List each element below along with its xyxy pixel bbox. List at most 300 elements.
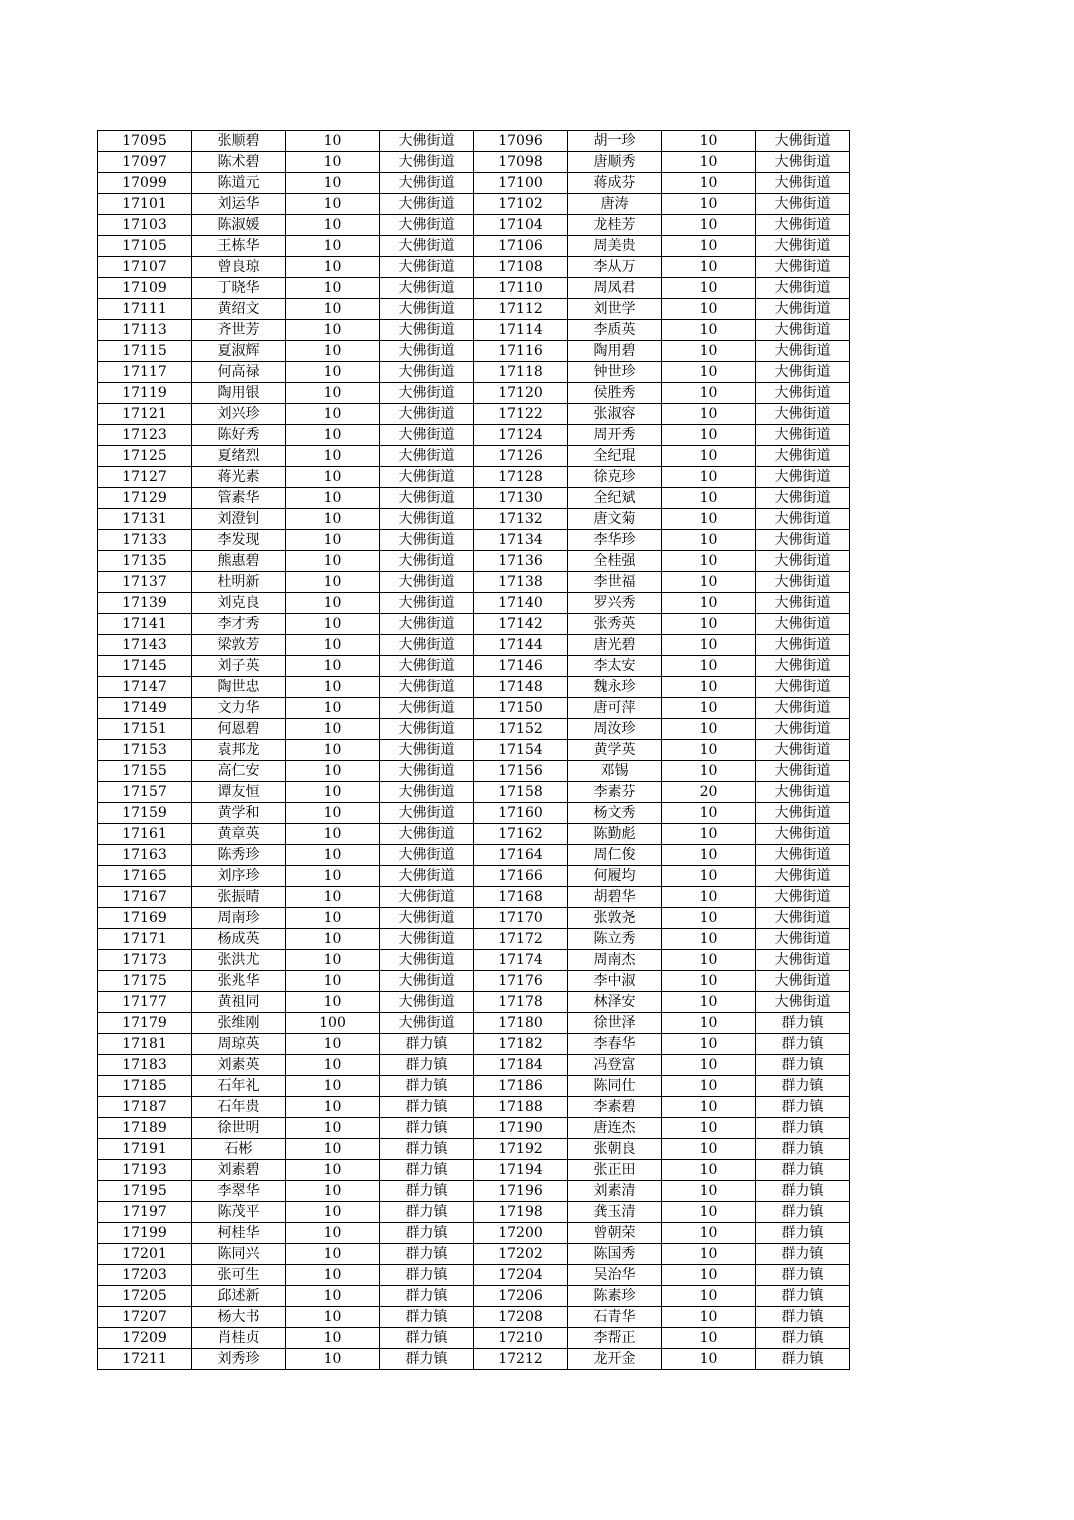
amount-cell: 10: [286, 1244, 380, 1265]
amount-cell: 10: [286, 593, 380, 614]
amount-cell: 100: [286, 1013, 380, 1034]
district-cell: 大佛街道: [380, 509, 474, 530]
name-cell: 邱述新: [192, 1286, 286, 1307]
district-cell: 群力镇: [380, 1349, 474, 1370]
name-cell: 徐克珍: [568, 467, 662, 488]
name-cell: 王栋华: [192, 236, 286, 257]
district-cell: 大佛街道: [756, 404, 850, 425]
record-id-cell: 17134: [474, 530, 568, 551]
district-cell: 大佛街道: [380, 173, 474, 194]
district-cell: 大佛街道: [380, 614, 474, 635]
name-cell: 熊惠碧: [192, 551, 286, 572]
name-cell: 杜明新: [192, 572, 286, 593]
district-cell: 群力镇: [756, 1076, 850, 1097]
district-cell: 群力镇: [756, 1118, 850, 1139]
record-id-cell: 17112: [474, 299, 568, 320]
name-cell: 李发现: [192, 530, 286, 551]
district-cell: 大佛街道: [380, 299, 474, 320]
amount-cell: 10: [286, 1076, 380, 1097]
table-row: [98, 803, 850, 824]
amount-cell: 10: [662, 509, 756, 530]
amount-cell: 10: [286, 1139, 380, 1160]
district-cell: 大佛街道: [756, 635, 850, 656]
district-cell: 大佛街道: [756, 509, 850, 530]
name-cell: 刘克良: [192, 593, 286, 614]
amount-cell: 10: [286, 1202, 380, 1223]
name-cell: 周琼英: [192, 1034, 286, 1055]
record-id-cell: 17178: [474, 992, 568, 1013]
name-cell: 刘序珍: [192, 866, 286, 887]
district-cell: 大佛街道: [756, 824, 850, 845]
table-row: [98, 194, 850, 215]
name-cell: 龙开金: [568, 1349, 662, 1370]
name-cell: 石青华: [568, 1307, 662, 1328]
record-id-cell: 17110: [474, 278, 568, 299]
record-id-cell: 17163: [98, 845, 192, 866]
amount-cell: 10: [662, 551, 756, 572]
amount-cell: 10: [286, 992, 380, 1013]
amount-cell: 10: [662, 1286, 756, 1307]
district-cell: 大佛街道: [380, 257, 474, 278]
table-row: [98, 1118, 850, 1139]
amount-cell: 10: [662, 950, 756, 971]
table-row: [98, 1223, 850, 1244]
district-cell: 群力镇: [756, 1181, 850, 1202]
amount-cell: 10: [662, 152, 756, 173]
record-id-cell: 17180: [474, 1013, 568, 1034]
record-id-cell: 17125: [98, 446, 192, 467]
name-cell: 徐世泽: [568, 1013, 662, 1034]
table-row: [98, 1286, 850, 1307]
table-row: [98, 614, 850, 635]
name-cell: 林泽安: [568, 992, 662, 1013]
amount-cell: 10: [286, 1034, 380, 1055]
amount-cell: 10: [286, 1349, 380, 1370]
name-cell: 李太安: [568, 656, 662, 677]
district-cell: 大佛街道: [380, 530, 474, 551]
district-cell: 群力镇: [756, 1265, 850, 1286]
table-row: [98, 1202, 850, 1223]
amount-cell: 10: [662, 1349, 756, 1370]
record-id-cell: 17109: [98, 278, 192, 299]
table-row: [98, 677, 850, 698]
record-id-cell: 17133: [98, 530, 192, 551]
table-row: [98, 257, 850, 278]
district-cell: 大佛街道: [380, 1013, 474, 1034]
table-row: [98, 971, 850, 992]
record-id-cell: 17144: [474, 635, 568, 656]
record-id-cell: 17167: [98, 887, 192, 908]
name-cell: 刘素清: [568, 1181, 662, 1202]
name-cell: 李帮正: [568, 1328, 662, 1349]
record-id-cell: 17153: [98, 740, 192, 761]
amount-cell: 10: [286, 509, 380, 530]
amount-cell: 10: [662, 1055, 756, 1076]
table-row: [98, 593, 850, 614]
district-cell: 群力镇: [756, 1034, 850, 1055]
record-id-cell: 17120: [474, 383, 568, 404]
amount-cell: 10: [286, 152, 380, 173]
name-cell: 文力华: [192, 698, 286, 719]
amount-cell: 10: [286, 215, 380, 236]
table-row: [98, 551, 850, 572]
district-cell: 大佛街道: [380, 341, 474, 362]
district-cell: 大佛街道: [380, 803, 474, 824]
name-cell: 周凤君: [568, 278, 662, 299]
amount-cell: 10: [662, 908, 756, 929]
district-cell: 大佛街道: [756, 278, 850, 299]
amount-cell: 10: [286, 572, 380, 593]
amount-cell: 10: [662, 1244, 756, 1265]
record-id-cell: 17173: [98, 950, 192, 971]
amount-cell: 10: [286, 1286, 380, 1307]
name-cell: 李素芬: [568, 782, 662, 803]
amount-cell: 10: [286, 1307, 380, 1328]
record-id-cell: 17114: [474, 320, 568, 341]
record-id-cell: 17190: [474, 1118, 568, 1139]
amount-cell: 10: [286, 866, 380, 887]
record-id-cell: 17137: [98, 572, 192, 593]
record-id-cell: 17188: [474, 1097, 568, 1118]
amount-cell: 10: [286, 1118, 380, 1139]
amount-cell: 10: [286, 530, 380, 551]
record-id-cell: 17102: [474, 194, 568, 215]
district-cell: 大佛街道: [380, 404, 474, 425]
amount-cell: 10: [662, 1076, 756, 1097]
district-cell: 大佛街道: [380, 656, 474, 677]
name-cell: 柯桂华: [192, 1223, 286, 1244]
district-cell: 群力镇: [756, 1139, 850, 1160]
name-cell: 张淑容: [568, 404, 662, 425]
name-cell: 黄学和: [192, 803, 286, 824]
name-cell: 夏淑辉: [192, 341, 286, 362]
record-id-cell: 17197: [98, 1202, 192, 1223]
district-cell: 大佛街道: [380, 425, 474, 446]
amount-cell: 10: [662, 719, 756, 740]
record-id-cell: 17095: [98, 131, 192, 152]
record-id-cell: 17148: [474, 677, 568, 698]
name-cell: 胡碧华: [568, 887, 662, 908]
amount-cell: 10: [286, 320, 380, 341]
amount-cell: 10: [286, 1265, 380, 1286]
district-cell: 大佛街道: [380, 551, 474, 572]
record-id-cell: 17113: [98, 320, 192, 341]
record-id-cell: 17122: [474, 404, 568, 425]
district-cell: 大佛街道: [756, 971, 850, 992]
table-row: [98, 1076, 850, 1097]
record-id-cell: 17142: [474, 614, 568, 635]
amount-cell: 10: [662, 992, 756, 1013]
name-cell: 陶世忠: [192, 677, 286, 698]
district-cell: 大佛街道: [756, 887, 850, 908]
name-cell: 高仁安: [192, 761, 286, 782]
table-row: [98, 845, 850, 866]
amount-cell: 10: [662, 1181, 756, 1202]
amount-cell: 10: [286, 257, 380, 278]
amount-cell: 10: [662, 1118, 756, 1139]
record-id-cell: 17136: [474, 551, 568, 572]
name-cell: 徐世明: [192, 1118, 286, 1139]
name-cell: 周南珍: [192, 908, 286, 929]
record-id-cell: 17115: [98, 341, 192, 362]
amount-cell: 10: [662, 761, 756, 782]
table-row: [98, 509, 850, 530]
amount-cell: 10: [662, 1223, 756, 1244]
amount-cell: 10: [286, 551, 380, 572]
record-id-cell: 17116: [474, 341, 568, 362]
amount-cell: 10: [286, 803, 380, 824]
name-cell: 李从万: [568, 257, 662, 278]
record-id-cell: 17111: [98, 299, 192, 320]
record-id-cell: 17183: [98, 1055, 192, 1076]
district-cell: 大佛街道: [756, 383, 850, 404]
amount-cell: 10: [286, 278, 380, 299]
district-cell: 大佛街道: [756, 488, 850, 509]
record-id-cell: 17192: [474, 1139, 568, 1160]
name-cell: 李质英: [568, 320, 662, 341]
district-cell: 大佛街道: [380, 698, 474, 719]
record-id-cell: 17135: [98, 551, 192, 572]
record-id-cell: 17124: [474, 425, 568, 446]
record-id-cell: 17101: [98, 194, 192, 215]
name-cell: 周南杰: [568, 950, 662, 971]
amount-cell: 10: [286, 845, 380, 866]
name-cell: 梁敦芳: [192, 635, 286, 656]
district-cell: 大佛街道: [380, 845, 474, 866]
district-cell: 大佛街道: [380, 929, 474, 950]
district-cell: 大佛街道: [380, 362, 474, 383]
name-cell: 何恩碧: [192, 719, 286, 740]
record-id-cell: 17119: [98, 383, 192, 404]
amount-cell: 10: [662, 971, 756, 992]
district-cell: 大佛街道: [380, 446, 474, 467]
amount-cell: 10: [662, 362, 756, 383]
amount-cell: 10: [286, 761, 380, 782]
amount-cell: 10: [286, 1160, 380, 1181]
record-id-cell: 17162: [474, 824, 568, 845]
district-cell: 大佛街道: [756, 656, 850, 677]
district-cell: 大佛街道: [380, 383, 474, 404]
district-cell: 群力镇: [380, 1265, 474, 1286]
record-id-cell: 17128: [474, 467, 568, 488]
amount-cell: 10: [662, 320, 756, 341]
record-id-cell: 17099: [98, 173, 192, 194]
district-cell: 大佛街道: [380, 467, 474, 488]
table-row: [98, 1307, 850, 1328]
table-row: [98, 866, 850, 887]
district-cell: 大佛街道: [756, 740, 850, 761]
record-id-cell: 17149: [98, 698, 192, 719]
table-row: [98, 1139, 850, 1160]
district-cell: 群力镇: [756, 1223, 850, 1244]
record-id-cell: 17105: [98, 236, 192, 257]
district-cell: 群力镇: [380, 1118, 474, 1139]
district-cell: 大佛街道: [380, 992, 474, 1013]
record-id-cell: 17201: [98, 1244, 192, 1265]
name-cell: 周汝珍: [568, 719, 662, 740]
district-cell: 大佛街道: [756, 950, 850, 971]
amount-cell: 10: [662, 278, 756, 299]
name-cell: 曾朝荣: [568, 1223, 662, 1244]
amount-cell: 10: [286, 635, 380, 656]
amount-cell: 10: [662, 614, 756, 635]
amount-cell: 10: [286, 194, 380, 215]
table-row: [98, 320, 850, 341]
amount-cell: 10: [662, 845, 756, 866]
name-cell: 唐文菊: [568, 509, 662, 530]
district-cell: 群力镇: [756, 1286, 850, 1307]
name-cell: 何履均: [568, 866, 662, 887]
name-cell: 李才秀: [192, 614, 286, 635]
district-cell: 大佛街道: [756, 992, 850, 1013]
district-cell: 大佛街道: [380, 761, 474, 782]
name-cell: 谭友恒: [192, 782, 286, 803]
name-cell: 侯胜秀: [568, 383, 662, 404]
amount-cell: 10: [286, 404, 380, 425]
district-cell: 大佛街道: [756, 719, 850, 740]
district-cell: 大佛街道: [756, 614, 850, 635]
record-id-cell: 17206: [474, 1286, 568, 1307]
table-row: [98, 1244, 850, 1265]
name-cell: 张正田: [568, 1160, 662, 1181]
table-row: [98, 950, 850, 971]
record-id-cell: 17185: [98, 1076, 192, 1097]
amount-cell: 10: [662, 425, 756, 446]
record-id-cell: 17202: [474, 1244, 568, 1265]
name-cell: 张洪尤: [192, 950, 286, 971]
amount-cell: 10: [286, 236, 380, 257]
record-id-cell: 17158: [474, 782, 568, 803]
record-id-cell: 17156: [474, 761, 568, 782]
name-cell: 唐顺秀: [568, 152, 662, 173]
name-cell: 全纪斌: [568, 488, 662, 509]
name-cell: 陈勤彪: [568, 824, 662, 845]
amount-cell: 10: [662, 803, 756, 824]
record-id-cell: 17179: [98, 1013, 192, 1034]
record-id-cell: 17177: [98, 992, 192, 1013]
record-id-cell: 17181: [98, 1034, 192, 1055]
district-cell: 群力镇: [756, 1055, 850, 1076]
district-cell: 大佛街道: [756, 572, 850, 593]
district-cell: 大佛街道: [756, 551, 850, 572]
district-cell: 群力镇: [756, 1160, 850, 1181]
name-cell: 张可生: [192, 1265, 286, 1286]
table-row: [98, 572, 850, 593]
name-cell: 龚玉清: [568, 1202, 662, 1223]
name-cell: 齐世芳: [192, 320, 286, 341]
table-row: [98, 719, 850, 740]
district-cell: 群力镇: [380, 1139, 474, 1160]
name-cell: 陈好秀: [192, 425, 286, 446]
record-id-cell: 17174: [474, 950, 568, 971]
district-cell: 大佛街道: [756, 929, 850, 950]
record-id-cell: 17108: [474, 257, 568, 278]
district-cell: 大佛街道: [380, 866, 474, 887]
name-cell: 张维刚: [192, 1013, 286, 1034]
table-row: [98, 1097, 850, 1118]
record-id-cell: 17157: [98, 782, 192, 803]
amount-cell: 10: [286, 782, 380, 803]
record-id-cell: 17131: [98, 509, 192, 530]
record-id-cell: 17207: [98, 1307, 192, 1328]
name-cell: 钟世珍: [568, 362, 662, 383]
name-cell: 唐涛: [568, 194, 662, 215]
table-row: [98, 1055, 850, 1076]
amount-cell: 10: [662, 929, 756, 950]
amount-cell: 10: [662, 530, 756, 551]
district-cell: 大佛街道: [380, 719, 474, 740]
district-cell: 大佛街道: [756, 530, 850, 551]
record-id-cell: 17204: [474, 1265, 568, 1286]
district-cell: 大佛街道: [380, 131, 474, 152]
name-cell: 李华珍: [568, 530, 662, 551]
name-cell: 黄祖同: [192, 992, 286, 1013]
record-id-cell: 17184: [474, 1055, 568, 1076]
record-id-cell: 17168: [474, 887, 568, 908]
district-cell: 群力镇: [756, 1013, 850, 1034]
amount-cell: 10: [286, 887, 380, 908]
name-cell: 刘秀珍: [192, 1349, 286, 1370]
name-cell: 陶用银: [192, 383, 286, 404]
district-cell: 大佛街道: [380, 971, 474, 992]
district-cell: 大佛街道: [756, 362, 850, 383]
name-cell: 全纪琨: [568, 446, 662, 467]
name-cell: 陈同兴: [192, 1244, 286, 1265]
record-id-cell: 17140: [474, 593, 568, 614]
record-id-cell: 17141: [98, 614, 192, 635]
record-id-cell: 17170: [474, 908, 568, 929]
name-cell: 邓锡: [568, 761, 662, 782]
district-cell: 大佛街道: [756, 866, 850, 887]
district-cell: 大佛街道: [756, 236, 850, 257]
table-row: [98, 698, 850, 719]
district-cell: 群力镇: [756, 1328, 850, 1349]
table-row: [98, 929, 850, 950]
name-cell: 唐连杰: [568, 1118, 662, 1139]
district-cell: 大佛街道: [756, 908, 850, 929]
district-cell: 群力镇: [380, 1181, 474, 1202]
name-cell: 丁晓华: [192, 278, 286, 299]
district-cell: 大佛街道: [380, 887, 474, 908]
district-cell: 群力镇: [380, 1202, 474, 1223]
name-cell: 周美贵: [568, 236, 662, 257]
district-cell: 大佛街道: [756, 194, 850, 215]
amount-cell: 10: [286, 971, 380, 992]
name-cell: 陶用碧: [568, 341, 662, 362]
name-cell: 石彬: [192, 1139, 286, 1160]
record-id-cell: 17127: [98, 467, 192, 488]
record-id-cell: 17175: [98, 971, 192, 992]
amount-cell: 10: [662, 467, 756, 488]
table-row: [98, 824, 850, 845]
name-cell: 陈道元: [192, 173, 286, 194]
record-id-cell: 17098: [474, 152, 568, 173]
record-id-cell: 17203: [98, 1265, 192, 1286]
table-row: [98, 761, 850, 782]
amount-cell: 10: [286, 908, 380, 929]
name-cell: 杨大书: [192, 1307, 286, 1328]
name-cell: 杨文秀: [568, 803, 662, 824]
table-row: [98, 341, 850, 362]
table-row: [98, 1181, 850, 1202]
district-cell: 大佛街道: [380, 635, 474, 656]
district-cell: 大佛街道: [756, 257, 850, 278]
table-row: [98, 215, 850, 236]
name-cell: 蒋成芬: [568, 173, 662, 194]
amount-cell: 10: [286, 929, 380, 950]
district-cell: 大佛街道: [756, 341, 850, 362]
district-cell: 大佛街道: [380, 320, 474, 341]
